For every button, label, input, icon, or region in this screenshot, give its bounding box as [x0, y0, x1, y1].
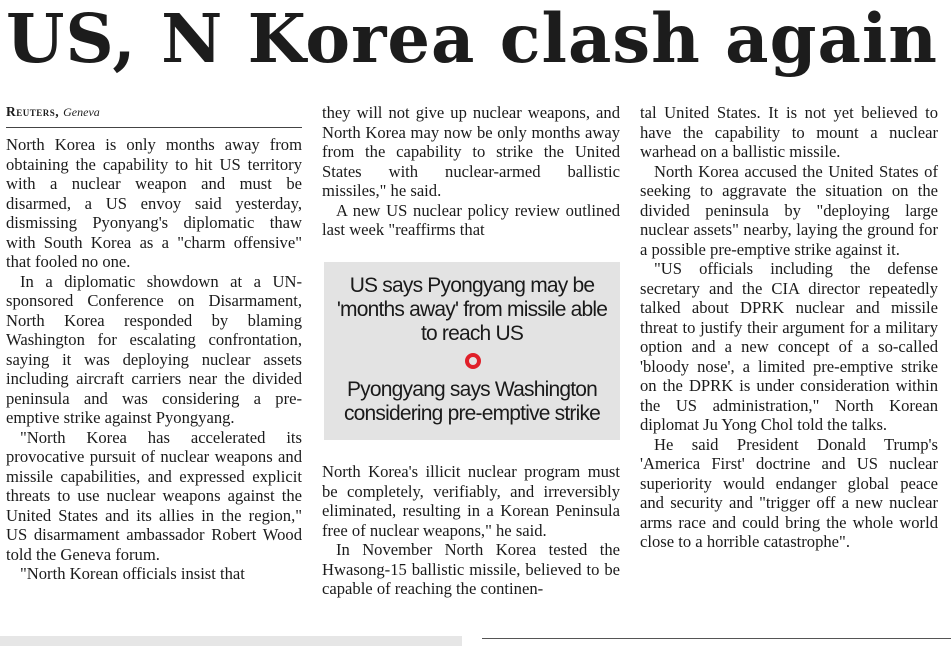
byline [6, 103, 302, 128]
byline-agency: Reuters, [6, 104, 60, 119]
paragraph: tal United States. It is not yet believed to have the capability to mount a nuclear warhead on a ballistic missile. [640, 103, 938, 161]
paragraph: In a diplomatic showdown at a UN-sponsored Conference on Disarmament, North Korea responded by blaming Washington for escalating confrontation, saying it was deploying nuclear assets including aircraft carriers near the divided peninsula and was considering a pre-emptive strike against Pyongyang. [6, 271, 302, 427]
paragraph: He said President Donald Trump's 'America First' doctrine and US nuclear superiority would endanger global peace and security and "trigger off a new nuclear arms race and could bring the whole world close to a horrible catastrophe". [640, 434, 938, 551]
bottom-divider-left [0, 636, 462, 646]
pull-quote-box [324, 262, 620, 440]
headline: US, N Korea clash again [6, 0, 939, 78]
article-column-3 [640, 103, 938, 552]
pull-quote-bottom: Pyongyang says Washington considering pre-emptive strike [343, 378, 601, 425]
article-column-2-continued [322, 462, 620, 599]
byline-city: Geneva [63, 105, 100, 119]
paragraph: "North Korea has accelerated its provocative pursuit of nuclear weapons and missile capabilities, and expressed explicit threats to use nuclear weapons against the United States and its allies in the region," US disarmament ambassador Robert Wood told the Geneva forum. [6, 427, 302, 564]
bottom-divider-right [482, 638, 951, 639]
article-column-2 [322, 103, 620, 240]
paragraph: In November North Korea tested the Hwasong-15 ballistic missile, believed to be capable of reaching the continen- [322, 540, 620, 598]
paragraph: North Korea's illicit nuclear program must be completely, verifiably, and irreversibly eliminated, resulting in a Korean Peninsula free of nuclear weapons," he said. [322, 462, 620, 540]
paragraph: "US officials including the defense secretary and the CIA director repeatedly talked about DPRK nuclear and missile threat to justify their argument for a military option and a new concept of a so-called 'bloody nose', a limited pre-emptive strike on the DPRK is under consideration within the US administration," North Korean diplomat Ju Yong Chol told the talks. [640, 259, 938, 434]
pull-quote-top: US says Pyongyang may be 'months away' from missile able to reach US [336, 274, 608, 345]
paragraph: A new US nuclear policy review outlined last week "reaffirms that [322, 200, 620, 239]
circle-bullet-icon [465, 353, 481, 369]
paragraph: North Korea is only months away from obtaining the capability to hit US territory with a nuclear weapon and must be disarmed, a US envoy said yesterday, dismissing Pyonyang's diplomatic thaw with South Korea as a "charm offensive" that fooled no one. [6, 135, 302, 271]
article-column-1 [6, 103, 302, 584]
paragraph: "North Korean officials insist that [20, 564, 245, 583]
paragraph: they will not give up nuclear weapons, and North Korea may now be only months away from the capability to strike the United States with nuclear-armed ballistic missiles," he said. [322, 103, 620, 200]
paragraph: North Korea accused the United States of seeking to aggravate the situation on the divided peninsula by "deploying large nuclear assets" nearby, laying the ground for a possible pre-emptive strike against it. [640, 161, 938, 259]
